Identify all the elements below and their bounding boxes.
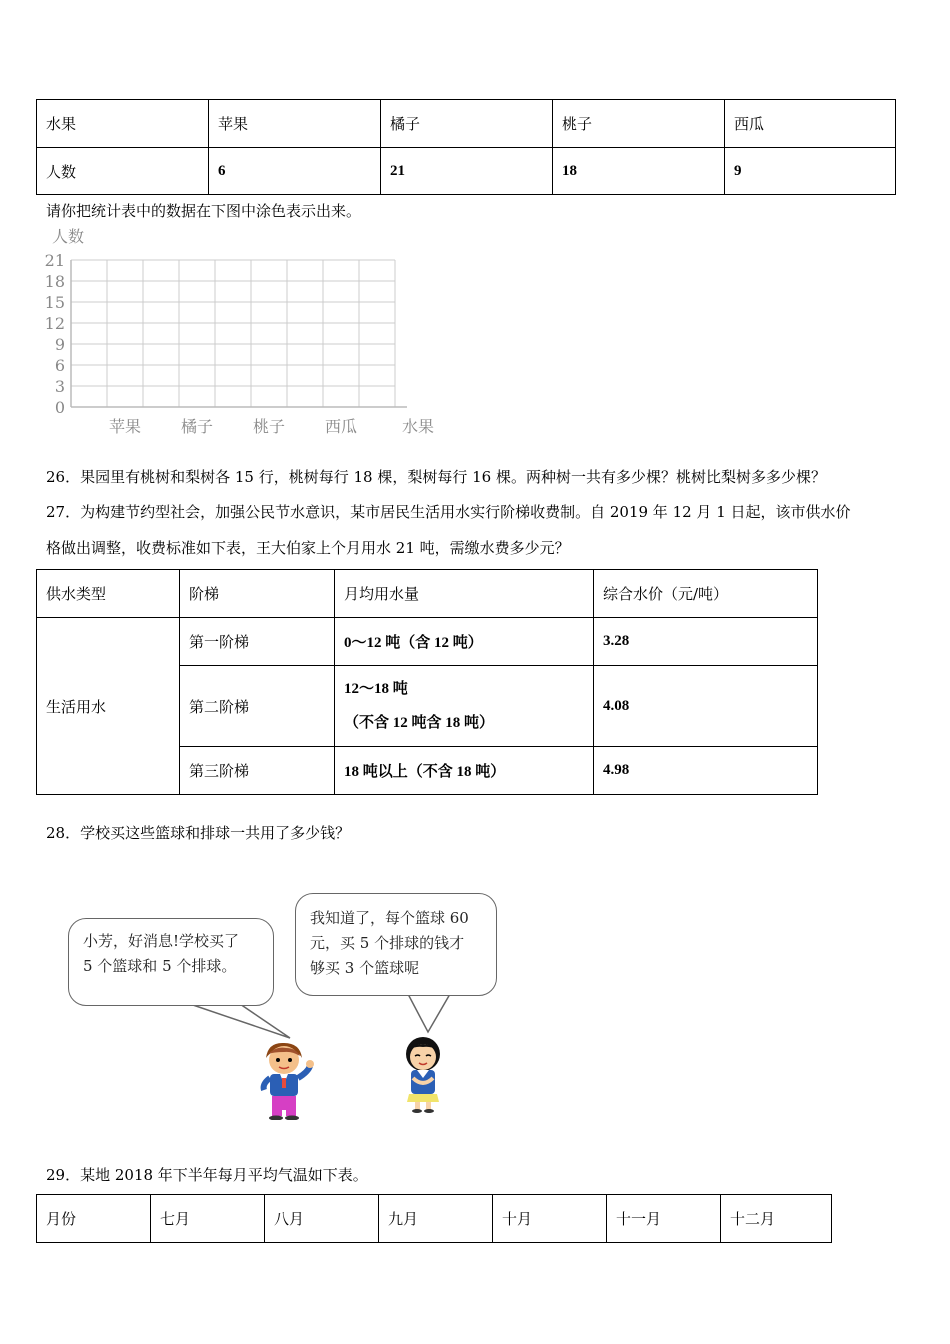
tier-cell: 第二阶梯: [180, 666, 335, 747]
x-tick-label: 苹果: [108, 417, 142, 436]
fruit-header-cell: 桃子: [553, 100, 725, 148]
temp-header-cell: 九月: [379, 1195, 493, 1243]
q25-instruction: 请你把统计表中的数据在下图中涂色表示出来。: [46, 202, 362, 220]
price-cell: 4.98: [594, 747, 818, 795]
temp-header-cell: 七月: [151, 1195, 265, 1243]
fruit-count-cell: 21: [381, 148, 553, 195]
temp-header-cell: 月份: [37, 1195, 151, 1243]
chart-ylabel: 人数: [52, 227, 85, 246]
y-tick-label: 6: [54, 356, 65, 375]
q26: 26．果园里有桃树和梨树各 15 行，桃树每行 18 棵，梨树每行 16 棵。两种树一共有多少棵？桃树比梨树多多少棵？: [46, 468, 826, 486]
fruit-header-cell: 橘子: [381, 100, 553, 148]
speech-bubble-left: [68, 918, 274, 1006]
temp-header-cell: 八月: [265, 1195, 379, 1243]
tier-cell: 第一阶梯: [180, 618, 335, 666]
water-type-cell: 生活用水: [37, 618, 180, 795]
price-cell: 4.08: [594, 666, 818, 747]
amount-line: （不含 12 吨含 18 吨）: [344, 715, 495, 731]
y-tick-label: 18: [44, 272, 65, 291]
temp-header-cell: 十二月: [721, 1195, 832, 1243]
tier-cell: 第三阶梯: [180, 747, 335, 795]
bubble-text-line: 小芳，好消息!学校买了: [83, 932, 240, 950]
x-tick-label: 桃子: [252, 417, 286, 436]
fruit-header-cell: 西瓜: [725, 100, 896, 148]
q28: 28．学校买这些篮球和排球一共用了多少钱？: [46, 824, 351, 842]
y-tick-label: 12: [44, 314, 65, 333]
q27-line2: 格做出调整，收费标准如下表，王大伯家上个月用水 21 吨，需缴水费多少元？: [46, 539, 570, 557]
q29: 29．某地 2018 年下半年每月平均气温如下表。: [46, 1166, 368, 1184]
amount-cell: 18 吨以上（不含 18 吨）: [335, 747, 594, 795]
amount-cell: 0～12 吨（含 12 吨）: [335, 618, 594, 666]
bubble-text-line: 我知道了，每个篮球 60: [310, 909, 469, 927]
y-tick-label: 3: [54, 377, 65, 396]
water-header-cell: 阶梯: [180, 570, 335, 618]
chart-xlabel: 水果: [402, 417, 435, 436]
bubble-text-line: 元，买 5 个排球的钱才: [310, 934, 465, 952]
water-header-cell: 月均用水量: [335, 570, 594, 618]
water-header-cell: 供水类型: [37, 570, 180, 618]
fruit-count-cell: 18: [553, 148, 725, 195]
fruit-header-cell: 苹果: [209, 100, 381, 148]
temp-header-cell: 十一月: [607, 1195, 721, 1243]
y-tick-label: 21: [44, 251, 65, 270]
temperature-table: [36, 1194, 832, 1243]
temp-header-cell: 十月: [493, 1195, 607, 1243]
water-header-cell: 综合水价（元/吨）: [594, 570, 818, 618]
y-tick-label: 15: [44, 293, 65, 312]
fruit-count-cell: 6: [209, 148, 381, 195]
bubble-text-line: 5 个篮球和 5 个排球。: [83, 957, 237, 975]
bubble-text-line: 够买 3 个篮球呢: [310, 959, 420, 977]
fruit-header-cell: 水果: [37, 100, 209, 148]
boy-character-icon: [256, 1040, 316, 1120]
fruit-count-cell: 9: [725, 148, 896, 195]
y-tick-label: 9: [54, 335, 65, 354]
speech-bubble-right: [295, 893, 497, 996]
girl-character-icon: [395, 1034, 451, 1114]
price-cell: 3.28: [594, 618, 818, 666]
x-tick-label: 橘子: [180, 417, 214, 436]
x-tick-label: 西瓜: [324, 417, 358, 436]
amount-line: 12～18 吨: [344, 681, 408, 697]
y-tick-label: 0: [54, 398, 65, 417]
fruit-row-label: 人数: [37, 148, 209, 195]
q27-line1: 27．为构建节约型社会，加强公民节水意识，某市居民生活用水实行阶梯收费制。自 2019 年 12 月 1 日起，该市供水价: [46, 503, 851, 521]
